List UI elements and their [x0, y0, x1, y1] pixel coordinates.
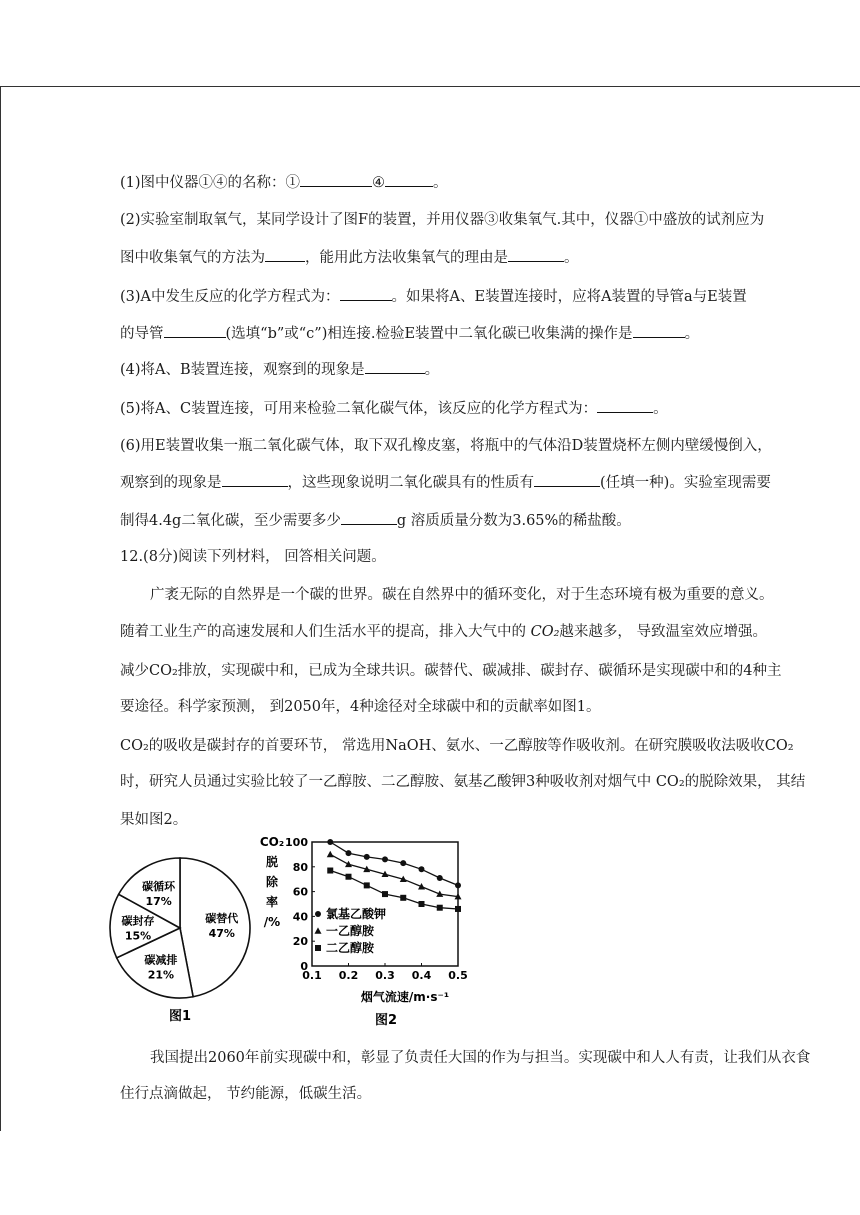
- figure-2-line-chart: [250, 826, 480, 1032]
- q12-paragraph-1b: [120, 622, 767, 642]
- y-tick-label: 80: [292, 860, 308, 874]
- data-point: [400, 860, 406, 866]
- q4-suffix: 。: [424, 362, 440, 378]
- q2b-suffix: 。: [564, 250, 579, 266]
- data-point: [327, 851, 334, 857]
- q12-p1b-pre: 随着工业生产的高速发展和人们生活水平的提高，排入大气中的: [120, 624, 531, 640]
- question-2-line-1: [120, 210, 764, 230]
- q4-blank[interactable]: [365, 359, 425, 374]
- y-axis-label-char: 率: [265, 895, 279, 909]
- data-point: [382, 891, 388, 897]
- q5-blank[interactable]: [597, 398, 653, 413]
- q6b-prefix: 观察到的现象是: [120, 475, 222, 491]
- y-tick-label: 60: [292, 885, 308, 899]
- q4-prefix: (4)将A、B装置连接，观察到的现象是: [120, 362, 365, 378]
- y-tick-label: 100: [285, 836, 308, 849]
- pie-slice-value: 17%: [145, 894, 172, 908]
- q12-paragraph-3a: 我国提出2060年前实现碳中和，彰显了负责任大国的作为与担当。实现碳中和人人有责，让我们从衣食: [150, 1050, 811, 1066]
- data-point: [419, 901, 425, 907]
- q1-blank-1[interactable]: [300, 172, 372, 187]
- data-point: [346, 874, 352, 880]
- q12-paragraph-2a: CO₂的吸收是碳封存的首要环节， 常选用NaOH、氨水、一乙醇胺等作吸收剂。在研究膜吸收法吸收CO₂: [120, 738, 794, 754]
- y-axis-label-char: CO₂: [259, 835, 285, 849]
- legend-label: 一乙醇胺: [326, 924, 375, 938]
- q1-suffix: 。: [433, 175, 448, 191]
- data-point: [364, 882, 370, 888]
- legend-label: 氯基乙酸钾: [326, 907, 387, 921]
- q6-blank-1[interactable]: [222, 472, 288, 487]
- legend-marker: [315, 927, 322, 933]
- q5-suffix: 。: [653, 401, 668, 417]
- pie-slice-label: 碳循环: [142, 879, 176, 893]
- y-tick-label: 20: [292, 935, 308, 949]
- q12-p1b-chem: CO₂: [530, 624, 560, 640]
- question-4: [120, 359, 439, 380]
- data-point: [327, 839, 333, 845]
- question-6-line-1: [120, 436, 772, 456]
- figure-1-caption: 图1: [168, 1009, 192, 1024]
- question-5: [120, 398, 668, 419]
- x-tick-label: 0.1: [302, 969, 322, 982]
- question-3-line-1: [120, 286, 747, 307]
- question-6-line-3: [120, 510, 631, 531]
- pie-slice-value: 47%: [208, 927, 235, 940]
- data-point: [364, 854, 370, 860]
- q6-text: (6)用E装置收集一瓶二氧化碳气体，取下双孔橡皮塞，将瓶中的气体沿D装置烧杯左侧内壁缓慢倒入，: [120, 438, 772, 454]
- q1-mid: ④: [372, 175, 386, 191]
- q2b-mid: ，能用此方法收集氧气的理由是: [305, 250, 508, 266]
- q12-paragraph-2c: 果如图2。: [120, 812, 188, 828]
- q12-paragraph-1a: 广袤无际的自然界是一个碳的世界。碳在自然界中的循环变化，对于生态环境有极为重要的意义。: [150, 587, 774, 603]
- data-point: [455, 882, 461, 888]
- q3-blank-2[interactable]: [164, 323, 226, 338]
- figure-2-caption: 图2: [374, 1013, 398, 1028]
- pie-slice-label: 碳封存: [121, 914, 155, 928]
- data-point: [455, 906, 461, 912]
- pie-slice-label: 碳减排: [144, 953, 178, 967]
- x-tick-label: 0.4: [411, 969, 432, 982]
- y-axis-label-char: /%: [263, 915, 281, 929]
- q12-p1b-post: 越来越多， 导致温室效应增强。: [559, 624, 768, 640]
- q1-blank-2[interactable]: [385, 172, 433, 187]
- question-2-line-2: [120, 247, 579, 268]
- data-point: [419, 866, 425, 872]
- q6-blank-2[interactable]: [534, 472, 600, 487]
- data-point: [437, 905, 443, 911]
- figure-1-pie-chart: [100, 828, 260, 1028]
- q6b-suffix: (任填一种)。实验室现需要: [600, 475, 771, 491]
- question-3-line-2: [120, 323, 699, 344]
- q12-paragraph-1c: 减少CO₂排放，实现碳中和，已成为全球共识。碳替代、碳减排、碳封存、碳循环是实现碳中和的4种主: [120, 663, 782, 679]
- figure-2-xlabel: 烟气流速/m·s⁻¹: [360, 990, 450, 1004]
- data-point: [437, 875, 443, 881]
- data-point: [382, 856, 388, 862]
- data-point: [346, 850, 352, 856]
- data-point: [400, 895, 406, 901]
- q12-paragraph-3b: 住行点滴做起， 节约能源，低碳生活。: [120, 1086, 372, 1102]
- x-tick-label: 0.2: [338, 969, 359, 982]
- pie-slice-value: 15%: [124, 929, 152, 943]
- q6c-suffix: g 溶质质量分数为3.65%的稀盐酸。: [396, 513, 631, 529]
- q3a-prefix: (3)A中发生反应的化学方程式为：: [120, 289, 340, 305]
- question-1: [120, 172, 448, 193]
- q3b-prefix: 的导管: [120, 326, 164, 342]
- page-border-top: [0, 86, 860, 87]
- page-border-left: [0, 86, 1, 1131]
- q12-paragraph-1d: 要途径。科学家预测， 到2050年，4种途径对全球碳中和的贡献率如图1。: [120, 699, 601, 715]
- q2-text: (2)实验室制取氧气，某同学设计了图F的装置，并用仪器③收集氧气.其中，仪器①中盛放的试剂应为: [120, 212, 765, 228]
- q5-prefix: (5)将A、C装置连接，可用来检验二氧化碳气体，该反应的化学方程式为：: [120, 401, 598, 417]
- q6c-prefix: 制得4.4g二氧化碳，至少需要多少: [120, 513, 341, 529]
- q12-paragraph-2b: 时，研究人员通过实验比较了一乙醇胺、二乙醇胺、氨基乙酸钾3种吸收剂对烟气中 CO₂的脱除效果， 其结: [120, 774, 806, 790]
- question-6-line-2: [120, 472, 771, 493]
- q6b-mid: ，这些现象说明二氧化碳具有的性质有: [287, 475, 534, 491]
- pie-slice-value: 21%: [147, 968, 175, 982]
- q3-blank-3[interactable]: [633, 323, 685, 338]
- q2b-prefix: 图中收集氧气的方法为: [120, 250, 265, 266]
- q6-blank-3[interactable]: [341, 510, 397, 525]
- q2-blank-2[interactable]: [508, 247, 564, 262]
- pie-slice-label: 碳替代: [205, 912, 239, 925]
- legend-marker: [315, 911, 321, 917]
- legend-marker: [315, 945, 321, 951]
- y-tick-label: 40: [292, 910, 308, 924]
- q3b-suffix: 。: [684, 326, 700, 342]
- y-axis-label-char: 除: [265, 875, 279, 889]
- q3-blank-1[interactable]: [340, 286, 392, 301]
- q2-blank-1[interactable]: [265, 247, 305, 262]
- x-tick-label: 0.5: [448, 969, 468, 982]
- q1-prefix: (1)图中仪器①④的名称：①: [120, 175, 301, 191]
- x-tick-label: 0.3: [375, 969, 395, 982]
- q3a-suffix: 。如果将A、E装置连接时，应将A装置的导管a与E装置: [391, 289, 747, 305]
- y-tick-label: 0: [300, 960, 308, 973]
- legend-label: 二乙醇胺: [326, 941, 375, 955]
- data-point: [327, 868, 333, 874]
- y-axis-label-char: 脱: [265, 855, 279, 869]
- question-12-header: 12.(8分)阅读下列材料， 回答相关问题。: [120, 549, 386, 565]
- q3b-mid: (选填“b”或“c”)相连接.检验E装置中二氧化碳已收集满的操作是: [225, 326, 633, 342]
- data-point: [345, 861, 352, 867]
